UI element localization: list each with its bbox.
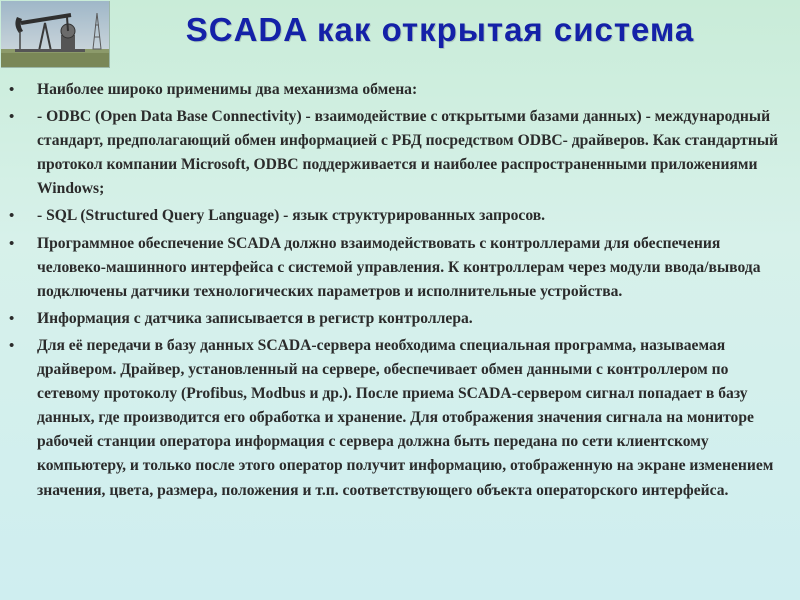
bullet-text: Наиболее широко применимы два механизма обмена: (37, 81, 418, 98)
bullet-item (0, 307, 800, 331)
bullet-item (0, 334, 800, 503)
oil-pump-photo-icon (1, 1, 110, 68)
bullet-text: Для её передачи в базу данных SCADA-сервера необходима специальная программа, называемая драйвером. Драйвер, установленный на сервере, обеспечивает обмен данными с контроллером по сетевому протоколу (Profibus, Modbus и др.). После приема SCADA-сервером сигнал попадает в базу данных, где производится его обработка и хранение. Для отображения значения сигнала на мониторе рабочей станции оператора информация с сервера должна быть передана по сети клиентскому компьютеру, и только после этого оператор получит информацию, отображенную на экране изменением значения, цвета, размера, положения и т.п. соответствующего объекта операторского интерфейса. (37, 336, 774, 499)
bullet-text: Программное обеспечение SCADA должно взаимодействовать с контроллерами для обеспечения человеко-машинного интерфейса с системой управления. К контроллерам через модули ввода/вывода подключены датчики технологических параметров и исполнительные устройства. (37, 234, 761, 300)
bullet-item (0, 78, 800, 102)
bullet-item (0, 232, 800, 304)
bullet-icon: • (9, 310, 15, 327)
slide-title: SCADA как открытая система (185, 11, 695, 48)
bullet-icon: • (9, 337, 15, 354)
bullet-item (0, 105, 800, 201)
bullet-icon: • (9, 235, 15, 252)
bullet-text: - ODBC (Open Data Base Connectivity) - взаимодействие с открытыми базами данных) - международный стандарт, предполагающий обмен информацией с РБД посредством ODBC- драйверов. Как стандартный протокол компании Microsoft, ODBC поддерживается и наиболее распространенными приложениями Windows; (37, 108, 778, 198)
bullet-icon: • (9, 208, 15, 225)
bullet-text: Информация с датчика записывается в регистр контроллера. (37, 309, 473, 327)
bullet-text: - SQL (Structured Query Language) - язык структурированных запросов. (37, 207, 546, 225)
bullet-icon: • (9, 82, 15, 98)
bullet-item (0, 204, 800, 228)
bullet-list (0, 78, 800, 506)
bullet-icon: • (9, 109, 15, 126)
